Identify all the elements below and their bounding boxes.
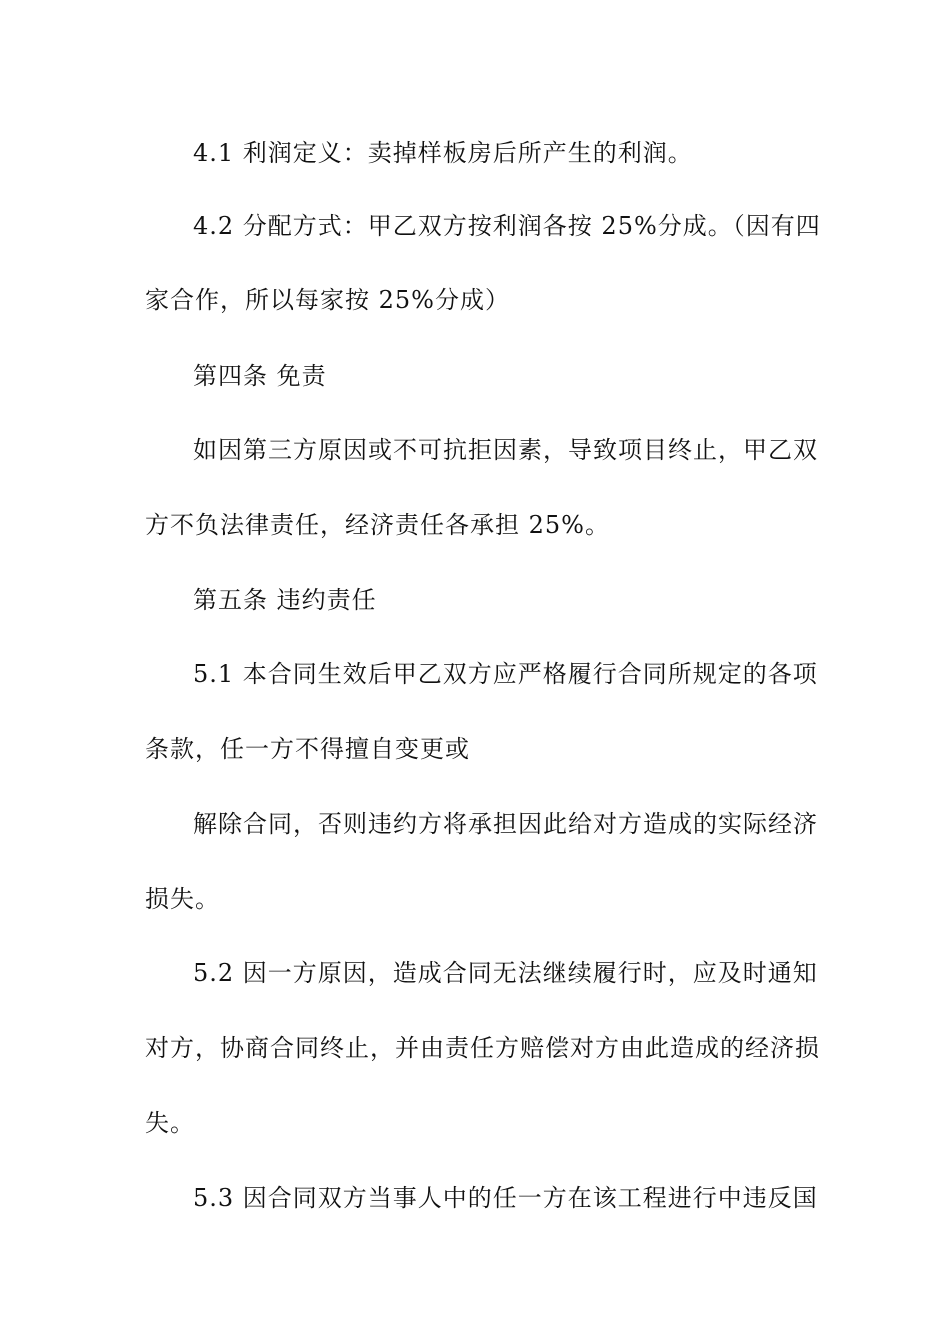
clause-5-1-line-1: 5.1 本合同生效后甲乙双方应严格履行合同所规定的各项 [193, 660, 818, 688]
clause-5-2-line-2: 对方，协商合同终止，并由责任方赔偿对方由此造成的经济损 [145, 1034, 820, 1062]
clause-5-2-line-3: 失。 [145, 1109, 195, 1137]
article-4-body-line-2: 方不负法律责任，经济责任各承担 25%。 [145, 511, 610, 539]
clause-4-1: 4.1 利润定义：卖掉样板房后所产生的利润。 [193, 139, 693, 167]
article-4-body-line-1: 如因第三方原因或不可抗拒因素，导致项目终止，甲乙双 [193, 436, 818, 464]
clause-5-2-line-1: 5.2 因一方原因，造成合同无法继续履行时，应及时通知 [193, 959, 818, 987]
clause-5-3-line-1: 5.3 因合同双方当事人中的任一方在该工程进行中违反国 [193, 1184, 818, 1212]
clause-5-1-line-2: 条款，任一方不得擅自变更或 [145, 735, 470, 763]
clause-5-1-line-3: 解除合同，否则违约方将承担因此给对方造成的实际经济 [193, 810, 818, 838]
clause-4-2-line-1: 4.2 分配方式：甲乙双方按利润各按 25%分成。（因有四 [193, 212, 821, 240]
article-4-heading: 第四条 免责 [193, 362, 327, 390]
clause-5-1-line-4: 损失。 [145, 885, 220, 913]
clause-4-2-line-2: 家合作，所以每家按 25%分成） [145, 286, 510, 314]
article-5-heading: 第五条 违约责任 [193, 586, 377, 614]
